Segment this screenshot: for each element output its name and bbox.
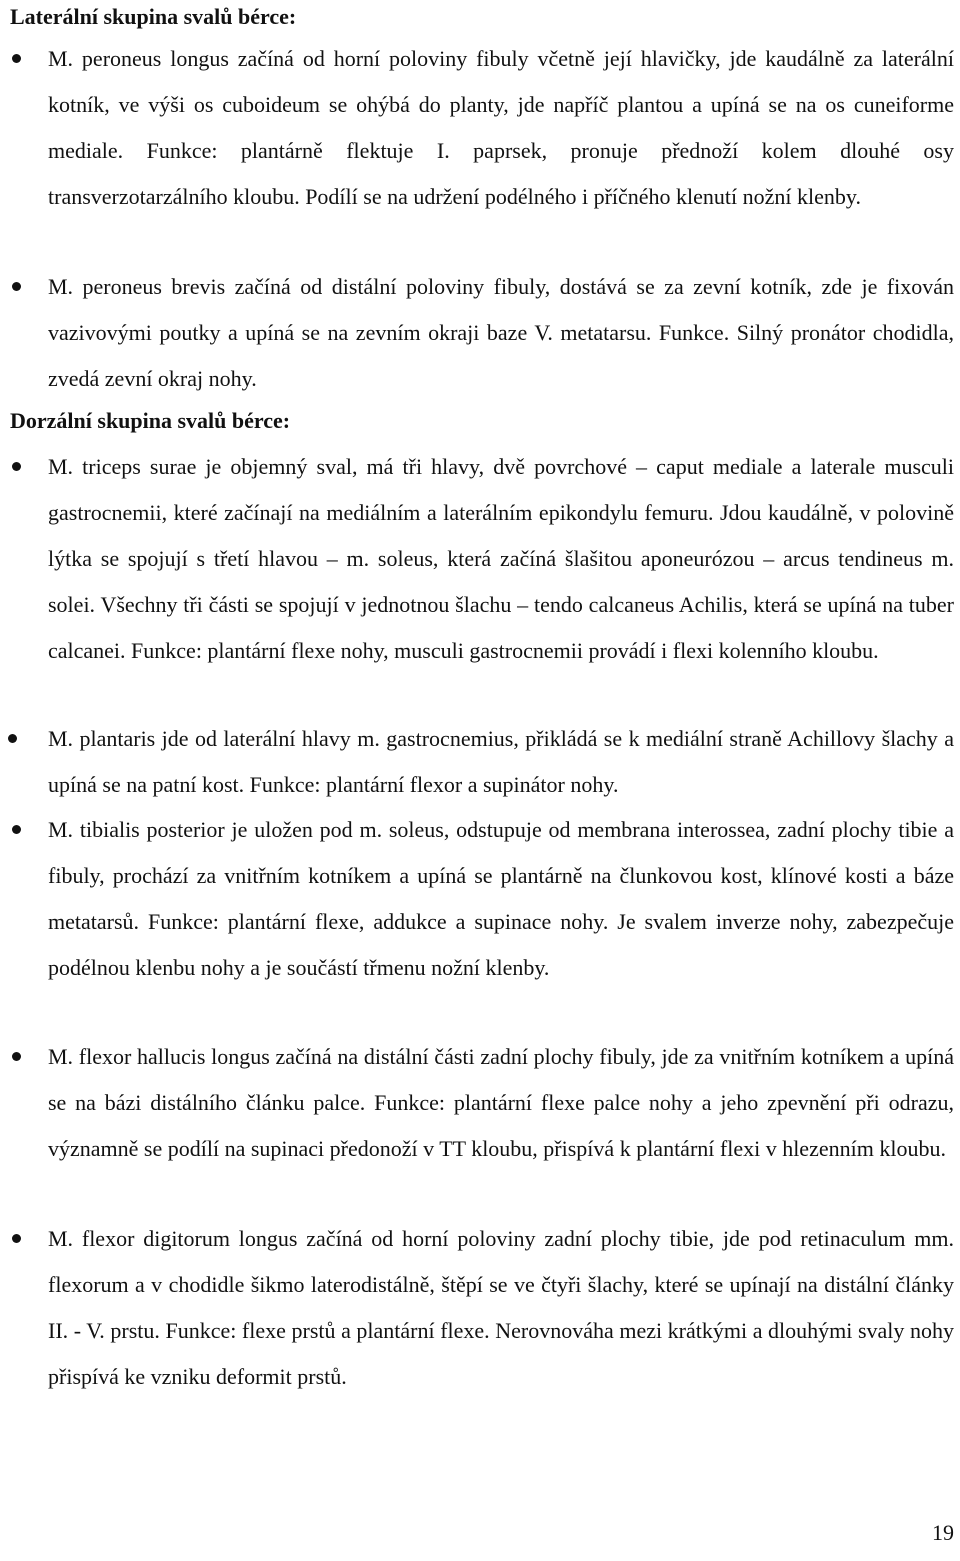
list-item-text: M. peroneus brevis začíná od distální poloviny fibuly, dostává se za zevní kotník, zde je fixován vazivovými poutky a upíná se na zevním okraji baze V. metatarsu. Funkce. Silný pronátor chodidla, zvedá zevní okraj nohy. xyxy=(48,274,954,391)
list-item-plantaris xyxy=(48,716,954,808)
list-item-text: M. flexor digitorum longus začíná od horní poloviny zadní plochy tibie, jde pod retinaculum mm. flexorum a v chodidle šikmo laterodistálně, štěpí se ve čtyři šlachy, které se upínají na distální články II. - V. prstu. Funkce: flexe prstů a plantární flexe. Nerovnováha mezi krátkými a dlouhými svaly nohy přispívá ke vzniku deformit prstů. xyxy=(48,1226,954,1389)
list-item-flexor-hallucis-longus xyxy=(48,1034,954,1172)
bullet-icon xyxy=(12,282,21,291)
list-item-text: M. triceps surae je objemný sval, má tři hlavy, dvě povrchové – caput mediale a laterale musculi gastrocnemii, které začínají na mediálním a laterálním epikondylu femuru. Jdou kaudálně, v polovině lýtka se spojují s třetí hlavou – m. soleus, která začíná šlašitou aponeurózou – arcus tendineus m. solei. Všechny tři části se spojují v jednotnou šlachu – tendo calcaneus Achilis, která se upíná na tuber calcanei. Funkce: plantární flexe nohy, musculi gastrocnemii provádí i flexi kolenního kloubu. xyxy=(48,454,954,663)
list-item-peroneus-brevis xyxy=(48,264,954,402)
list-item-flexor-digitorum-longus xyxy=(48,1216,954,1400)
list-item-triceps-surae xyxy=(48,444,954,674)
section-heading-dorsal: Dorzální skupina svalů bérce: xyxy=(10,408,291,433)
list-item-peroneus-longus xyxy=(48,36,954,220)
bullet-icon xyxy=(12,1052,21,1061)
bullet-icon xyxy=(12,1234,21,1243)
page-number: 19 xyxy=(932,1520,954,1545)
bullet-icon xyxy=(12,825,21,834)
list-item-text: M. tibialis posterior je uložen pod m. soleus, odstupuje od membrana interossea, zadní plochy tibie a fibuly, prochází za vnitřním kotníkem a upíná se plantárně na člunkovou kost, klínové kosti a báze metatarsů. Funkce: plantární flexe, addukce a supinace nohy. Je svalem inverze nohy, zabezpečuje podélnou klenbu nohy a je součástí třmenu nožní klenby. xyxy=(48,817,954,980)
section-heading-lateral: Laterální skupina svalů bérce: xyxy=(10,4,297,29)
list-item-text: M. plantaris jde od laterální hlavy m. gastrocnemius, přikládá se k mediální straně Achillovy šlachy a upíná se na patní kost. Funkce: plantární flexor a supinátor nohy. xyxy=(48,726,954,797)
list-item-text: M. flexor hallucis longus začíná na distální části zadní plochy fibuly, jde za vnitřním kotníkem a upíná se na bázi distálního článku palce. Funkce: plantární flexe palce nohy a jeho zpevnění při odrazu, významně se podílí na supinaci předonoží v TT kloubu, přispívá k plantární flexi v hlezenním kloubu. xyxy=(48,1044,954,1161)
list-item-text: M. peroneus longus začíná od horní poloviny fibuly včetně její hlavičky, jde kaudálně za laterální kotník, ve výši os cuboideum se ohýbá do planty, jde napříč plantou a upíná se na os cuneiforme mediale. Funkce: plantárně flektuje I. paprsek, pronuje přednoží kolem dlouhé osy transverzotarzálního kloubu. Podílí se na udržení podélného i příčného klenutí nožní klenby. xyxy=(48,46,954,209)
bullet-icon xyxy=(12,54,21,63)
bullet-icon xyxy=(12,462,21,471)
bullet-icon xyxy=(8,734,17,743)
list-item-tibialis-posterior xyxy=(48,807,954,991)
